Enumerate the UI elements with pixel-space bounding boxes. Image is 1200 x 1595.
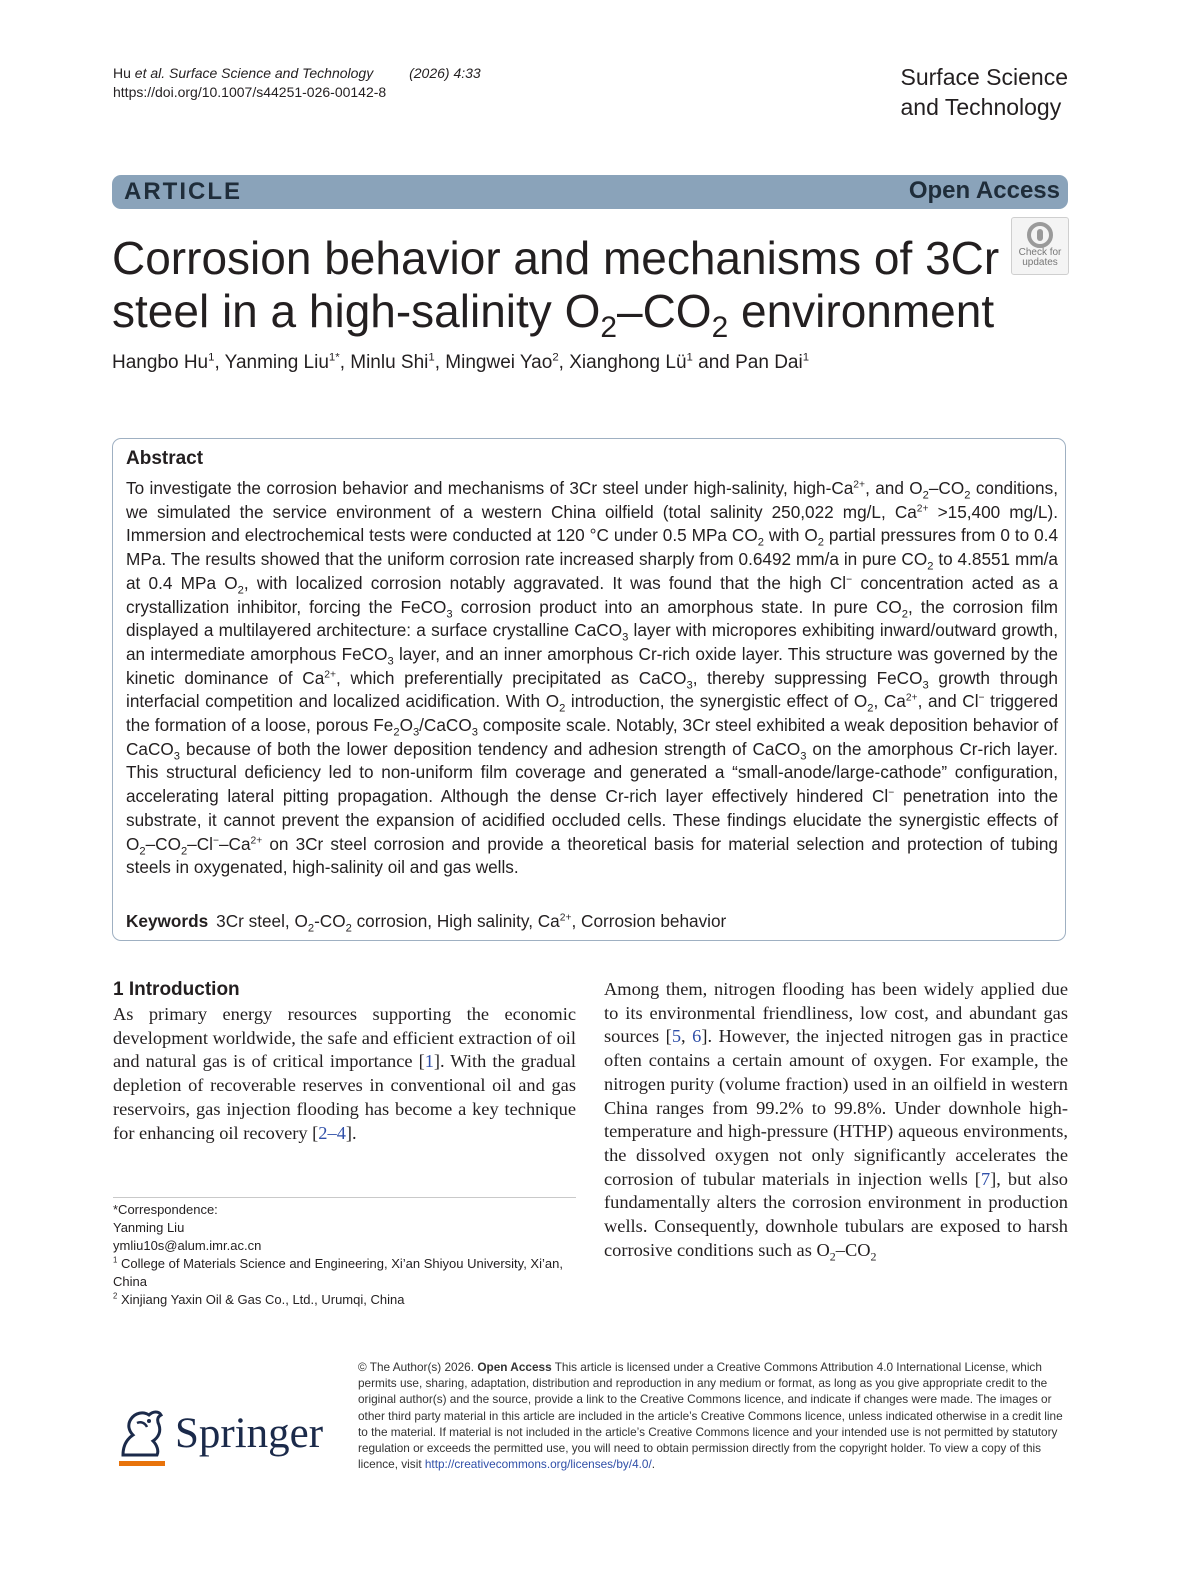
body-column-right: Among them, nitrogen flooding has been widely applied due to its environmental friendliness, low cost, and abundant gas sources [5, 6]. However, the injected nitrogen gas in practice often contains a certain amount of oxygen. For example, the nitrogen purity (volume fraction) used in an oilfield in western China ranges from 99.2% to 99.8%. Under downhole high-temperature and high-pressure (HTHP) aqueous environments, the dissolved oxygen not only significantly accelerates the corrosion of tubular materials in injection wells [7], but also fundamentally alters the corrosion environment in production wells. Consequently, downhole tubulars are exposed to harsh corrosive conditions such as $O_2-CO_2$ — [604, 979, 1069, 1264]
footnote-divider — [113, 1197, 576, 1198]
citation-header — [113, 64, 481, 102]
citation-link[interactable]: 1 — [424, 1051, 434, 1072]
article-title: Corrosion behavior and mechanisms of 3Cr steel in a high-salinity $O_2-CO_2$ environment — [112, 232, 1000, 345]
corresponding-author: Yanming Liu — [113, 1220, 185, 1235]
citation-link[interactable]: 2 — [318, 1122, 328, 1143]
license-text: © The Author(s) 2026. Open Access This article is licensed under a Creative Commons Attribution 4.0 International License, which permits use, sharing, adaptation, distribution and reproduction in any medium or format, as long as you give appropriate credit to the original author(s) and the source, provide a link to the Creative Commons licence, and indicate if changes were made. The images or other third party material in this article are included in the article’s Creative Commons licence, unless indicated otherwise in a credit line to the material. If material is not included in the article’s Creative Commons licence and your intended use is not permitted by statutory regulation or exceeds the permitted use, you will need to obtain permission directly from the copyright holder. To view a copy of this licence, visit http://creativecommons.org/licenses/by/4.0/. — [358, 1360, 1063, 1472]
update-icon — [1027, 222, 1053, 248]
check-for-updates-button[interactable]: Check for updates — [1011, 217, 1069, 275]
doi-link[interactable]: https://doi.org/10.1007/s44251-026-00142-8 — [113, 84, 387, 100]
footnotes: *Correspondence: Yanming Liu ymliu10s@alum.imr.ac.cn $^1$ College of Materials Science and Engineering, Xi’an Shiyou University, Xi’an, China $^2$ Xinjiang Yaxin Oil & Gas Co., Ltd., Urumqi, China — [113, 1201, 576, 1309]
citation-link[interactable]: 6 — [692, 1026, 702, 1047]
year-volume: (2026) 4:33 — [409, 65, 481, 81]
body-column-left: As primary energy resources supporting the economic development worldwide, the safe and efficient extraction of oil and natural gas is of critical importance [1]. With the gradual depletion of recoverable reserves in conventional oil and gas reservoirs, gas injection flooding has become a key technique for enhancing oil recovery [2–4]. — [113, 1004, 576, 1143]
email-link[interactable]: ymliu10s@alum.imr.ac.cn — [113, 1238, 262, 1253]
license-link[interactable]: http://creativecommons.org/licenses/by/4.0/ — [424, 1457, 652, 1472]
keywords: Keywords 3Cr steel, $O_2-CO_2$ corrosion, High salinity, $Ca^{2+}$, Corrosion behavior — [126, 911, 727, 935]
abstract-text: To investigate the corrosion behavior and mechanisms of 3Cr steel under high-salinity, high-$Ca^{2+}$, and $O_2-CO_2$ conditions, we simulated the service environment of a western China oilfield (total salinity 250,022 mg/L, $Ca^{2+} >15,400$ mg/L). Immersion and electrochemical tests were conducted at 120 °C under 0.5 MPa $CO_2$ with $O_2$ partial pressures from 0 to 0.4 MPa. The results showed that the uniform corrosion rate increased sharply from 0.6492 mm/a in pure $CO_2$ to 4.8551 mm/a at 0.4 MPa $O_2$, with localized corrosion notably aggravated. It was found that the high Cl− concentration acted as a crystallization inhibitor, forcing the FeCO$_3$ corrosion product into an amorphous state. In pure $CO_2$, the corrosion film displayed a multilayered architecture: a surface crystalline CaCO$_3$ layer with micropores exhibiting inward/outward growth, an intermediate amorphous FeCO$_3$ layer, and an inner amorphous Cr-rich oxide layer. This structure was governed by the kinetic dominance of $Ca^{2+}$, which preferentially precipitated as CaCO$_3$, thereby suppressing FeCO$_3$ growth through interfacial competition and localized acidification. With $O_2$ introduction, the synergistic effect of $O_2$, $Ca^{2+}$, and Cl− triggered the formation of a loose, porous $Fe_2O_3/CaCO_3$ composite scale. Notably, 3Cr steel exhibited a weak deposition behavior of CaCO$_3$ because of both the lower deposition tendency and adhesion strength of CaCO$_3$ on the amorphous Cr-rich layer. This structural deficiency led to non-uniform film coverage and generated a “small-anode/large-cathode” configuration, accelerating lateral pitting propagation. Although the dense Cr-rich layer effectively hindered Cl− penetration into the substrate, it cannot prevent the expansion of acidified occluded cells. These findings elucidate the synergistic effects of $O_2-CO_2-Cl^--Ca^{2+}$ on 3Cr steel corrosion and provide a theoretical basis for material selection and protection of tubing steels in oxygenated, high-salinity oil and gas wells. — [126, 478, 1059, 878]
citation-link[interactable]: 7 — [980, 1168, 991, 1189]
open-access-label: Open Access — [908, 177, 1060, 204]
author-short: Hu — [113, 65, 131, 81]
journal-citation: et al. Surface Science and Technology — [134, 65, 374, 81]
section-heading: 1 Introduction — [113, 979, 240, 1000]
springer-accent-bar — [119, 1461, 165, 1466]
author-list: Hangbo Hu$^1$, Yanming Liu$^{1*}$, Minlu Shi$^1$, Mingwei Yao$^2$, Xianghong $Lü^1$ and Pan Dai$^1$ — [112, 351, 810, 373]
keywords-label: Keywords — [126, 911, 209, 931]
springer-horse-icon — [113, 1407, 169, 1459]
springer-logo — [113, 1407, 343, 1469]
citation-link[interactable]: 4 — [336, 1122, 346, 1143]
article-type-label: ARTICLE — [124, 178, 242, 205]
article-banner — [112, 175, 1068, 209]
journal-name: Surface Science and Technology — [900, 64, 1068, 120]
abstract-heading: Abstract — [126, 448, 204, 469]
citation-link[interactable]: 5 — [671, 1026, 682, 1047]
springer-wordmark: Springer — [175, 1410, 324, 1457]
